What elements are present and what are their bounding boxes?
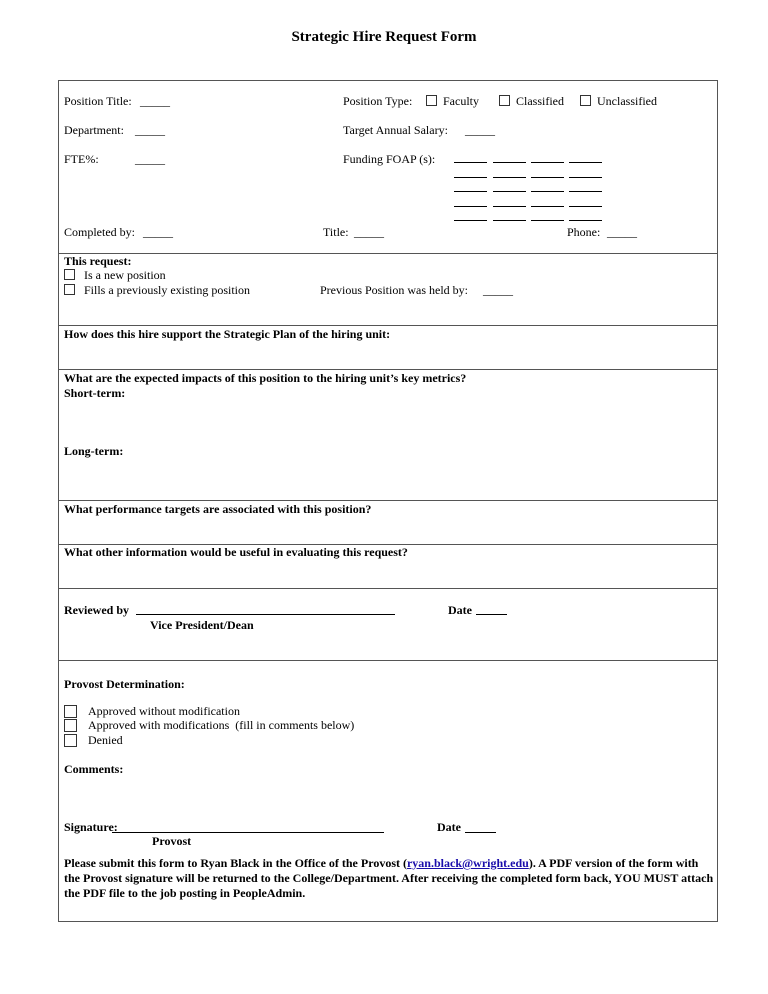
divider [58,253,718,254]
foap-field[interactable] [531,162,564,163]
foap-field[interactable] [531,220,564,221]
instructions-text-2: ). A PDF version of the form with the Provost signature will be returned to the College/Department. After receiving the completed form back, YOU MUST attach the PDF file to the job posting in PeopleAdmin. [64,856,714,900]
foap-field[interactable] [569,162,602,163]
foap-field[interactable] [531,177,564,178]
page-title: Strategic Hire Request Form [291,29,477,45]
new-position-checkbox[interactable] [64,269,75,280]
foap-field[interactable] [454,206,487,207]
classified-label: Classified [516,94,564,108]
strategic-plan-question: How does this hire support the Strategic Plan of the hiring unit: [64,327,391,341]
provost-signature-line[interactable] [112,832,384,833]
vp-dean-label: Vice President/Dean [150,618,254,632]
foap-field[interactable] [531,191,564,192]
position-title-label: Position Title: [64,94,132,108]
target-salary-field[interactable]: _____ [465,123,495,137]
this-request-heading: This request: [64,254,132,268]
title-label: Title: [323,225,349,239]
completed-by-label: Completed by: [64,225,135,239]
fte-field[interactable]: _____ [135,152,165,166]
form-border [58,80,718,922]
approved-with-mods-label: Approved with modifications (fill in comments below) [88,718,355,732]
foap-field[interactable] [531,206,564,207]
unclassified-label: Unclassified [597,94,657,108]
other-info-question: What other information would be useful in evaluating this request? [64,545,408,559]
faculty-checkbox[interactable] [426,95,437,106]
comments-label: Comments: [64,762,124,776]
department-label: Department: [64,123,124,137]
faculty-label: Faculty [443,94,479,108]
instructions-text: Please submit this form to Ryan Black in the Office of the Provost ( [64,856,407,870]
foap-field[interactable] [493,162,526,163]
foap-field[interactable] [569,220,602,221]
reviewed-by-signature-line[interactable] [136,614,395,615]
phone-label: Phone: [567,225,601,239]
provost-email-link[interactable]: ryan.black@wright.edu [406,856,529,870]
foap-field[interactable] [569,177,602,178]
target-salary-label: Target Annual Salary: [343,123,448,137]
foap-field[interactable] [569,191,602,192]
divider [58,325,718,326]
impacts-question: What are the expected impacts of this position to the hiring unit’s key metrics? [64,371,467,385]
foap-field[interactable] [493,177,526,178]
approved-with-mods-checkbox[interactable] [64,719,77,732]
submission-instructions [64,856,714,901]
approved-label: Approved without modification [88,704,240,718]
position-title-field[interactable]: _____ [140,94,170,108]
review-date-field[interactable] [476,614,507,615]
foap-field[interactable] [454,162,487,163]
classified-checkbox[interactable] [499,95,510,106]
new-position-label: Is a new position [84,268,166,282]
denied-checkbox[interactable] [64,734,77,747]
short-term-label: Short-term: [64,386,126,400]
long-term-label: Long-term: [64,444,124,458]
title-field[interactable]: _____ [354,225,384,239]
provost-date-label: Date [437,820,461,834]
fte-label: FTE%: [64,152,99,166]
foap-field[interactable] [454,177,487,178]
approved-checkbox[interactable] [64,705,77,718]
existing-position-checkbox[interactable] [64,284,75,295]
foap-field[interactable] [493,191,526,192]
previous-held-by-label: Previous Position was held by: [320,283,469,297]
provost-determination-heading: Provost Determination: [64,677,185,691]
previous-held-by-field[interactable]: _____ [483,283,513,297]
performance-question: What performance targets are associated with this position? [64,502,372,516]
foap-field[interactable] [493,220,526,221]
department-field[interactable]: _____ [135,123,165,137]
review-date-label: Date [448,603,472,617]
divider [58,588,718,589]
provost-date-field[interactable] [465,832,496,833]
phone-field[interactable]: _____ [607,225,637,239]
position-type-label: Position Type: [343,94,413,108]
signature-label: Signature: [64,820,118,834]
funding-foap-label: Funding FOAP (s): [343,152,436,166]
unclassified-checkbox[interactable] [580,95,591,106]
divider [58,660,718,661]
foap-field[interactable] [569,206,602,207]
provost-role-label: Provost [152,834,192,848]
divider [58,500,718,501]
existing-position-label: Fills a previously existing position [84,283,251,297]
denied-label: Denied [88,733,123,747]
foap-field[interactable] [454,191,487,192]
foap-field[interactable] [454,220,487,221]
foap-field[interactable] [493,206,526,207]
completed-by-field[interactable]: _____ [143,225,173,239]
divider [58,369,718,370]
reviewed-by-label: Reviewed by [64,603,129,617]
